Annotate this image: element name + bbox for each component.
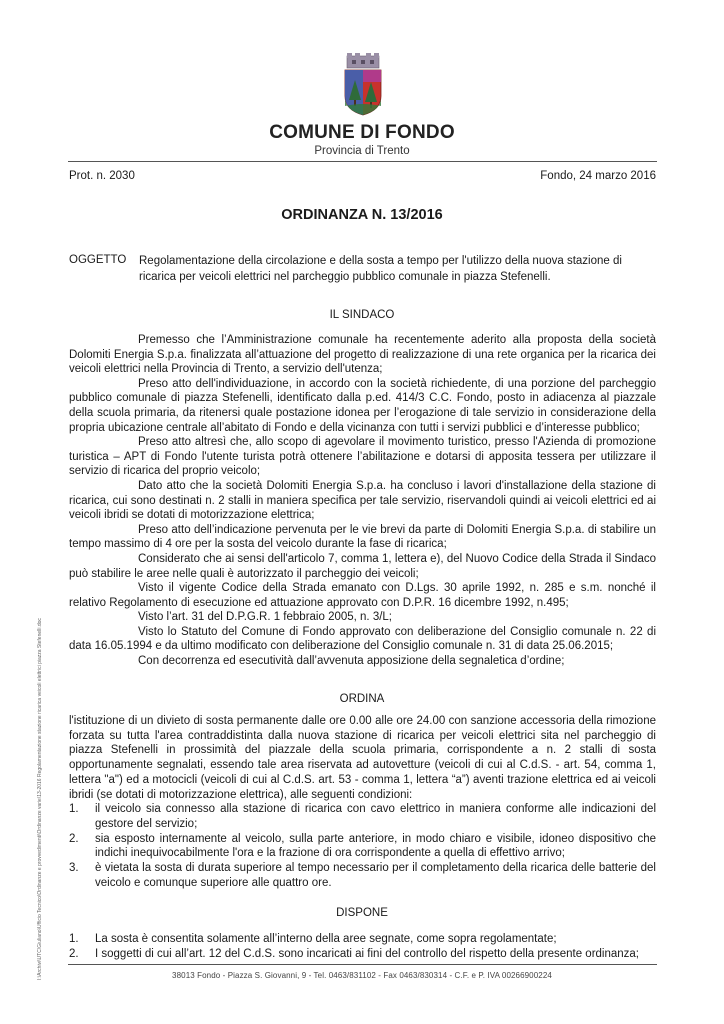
premise-paragraph: Dato atto che la società Dolomiti Energia S.p.a. ha concluso i lavori d'installazione della stazione di ricarica, cui sono destinati n. 2 stalli in maniera specifica per tale servizio, riservandoli quindi ai veicoli elettrici ed ai veicoli ibridi se dotati di motorizzazione elettrica;: [69, 479, 656, 522]
footer-address: 38013 Fondo - Piazza S. Giovanni, 9 - Tel. 0463/831102 - Fax 0463/830314 - C.F. e P. IVA 00266900224: [172, 971, 552, 980]
list-item-number: 3.: [69, 862, 79, 875]
conditions-list: [69, 802, 656, 890]
subject-text: Regolamentazione della circolazione e della sosta a tempo per l'utilizzo della nuova stazione di ricarica per veicoli elettrici nel parcheggio pubblico comunale in piazza Stefenelli.: [139, 255, 622, 283]
list-item-text: La sosta è consentita solamente all’interno della aree segnate, come sopra regolamentate;: [95, 933, 557, 945]
premise-paragraph: Visto l’art. 31 del D.P.G.R. 1 febbraio 2005, n. 3/L;: [138, 611, 393, 624]
list-item-number: 2.: [69, 832, 79, 845]
file-path-margin-note: I:\Archivi\UTC\Giuliano\Ufficio Tecnico\Ordinanze e provvedimenti\Ordinanze varie\13-2016 Regolamentazione stazione ricarica veicoli elettrici piazza Stefenelli.doc: [37, 618, 43, 980]
orders-heading: ORDINA: [339, 693, 385, 705]
list-item: [69, 947, 656, 962]
protocol-number: Prot. n. 2030: [69, 170, 135, 182]
premise-paragraph: Visto lo Statuto del Comune di Fondo approvato con deliberazione del Consiglio comunale n. 22 di data 16.05.1994 e da ultimo modificato con deliberazione del Consiglio comunale n. 31 di data 25.06.2015;: [69, 625, 656, 653]
premise-paragraph: Visto il vigente Codice della Strada emanato con D.Lgs. 30 aprile 1992, n. 285 e s.m. nonché il relativo Regolamento di esecuzione ed attuazione approvato con D.P.R. 16 dicembre 1992, n.495;: [69, 582, 656, 609]
provisions-list: [69, 932, 656, 961]
premise-paragraph: Preso atto dell'individuazione, in accordo con la società richiedente, di una porzione del parcheggio pubblico comunale di piazza Stefenelli, identificato dalla p.ed. 414/3 C.C. Fondo, posto in adiacenza al piazzale della scuola primaria, da ritenersi quale postazione idonea per l’erogazione di tale servizio in considerazione della propria ubicazione centrale all’abitato di Fondo e della vicinanza con tutti i servizi pubblici e d’interesse pubblico;: [69, 377, 656, 434]
document-date: Fondo, 24 marzo 2016: [540, 170, 656, 182]
orders-section: [69, 714, 656, 890]
premise-paragraph: Considerato che ai sensi dell'articolo 7, comma 1, lettera e), del Nuovo Codice della Strada il Sindaco può stabilire le aree nelle quali è autorizzato il parcheggio dei veicoli;: [69, 552, 656, 580]
coat-of-arms-icon: [343, 52, 383, 116]
municipality-title: COMUNE DI FONDO: [269, 122, 455, 143]
list-item: [69, 802, 656, 831]
list-item-number: 1.: [69, 803, 79, 816]
orders-paragraph: l'istituzione di un divieto di sosta permanente dalle ore 0.00 alle ore 24.00 con sanzione accessoria della rimozione forzata su tutta l'area contraddistinta dalla nuova stazione di ricarica per veicoli elettrici sita nel parcheggio di piazza Stefenelli in prossimità del piazzale della scuola primaria, corrispondente a n. 2 stalli di sosta opportunamente segnalati, essendo tale area riservata ad autovetture (veicoli di cui al C.d.S. - art. 54, comma 1, lettera "a") ed a motocicli (veicoli di cui al C.d.S. art. 53 - comma 1, lettera “a”) aventi trazione elettrica ed ai veicoli ibridi (se dotati di motorizzazione elettrica), alle seguenti condizioni:: [69, 715, 656, 801]
list-item-number: 2.: [69, 947, 79, 960]
list-item: [69, 861, 656, 890]
premise-paragraph: Preso atto dell’indicazione pervenuta per le vie brevi da parte di Dolomiti Energia S.p.a. di stabilire un tempo massimo di 4 ore per la sosta del veicolo durante la fase di ricarica;: [69, 523, 656, 551]
list-item-text: I soggetti di cui all’art. 12 del C.d.S. sono incaricati ai fini del controllo del rispetto della presente ordinanza;: [95, 947, 639, 960]
premise-paragraph: Premesso che l’Amministrazione comunale ha recentemente aderito alla proposta della società Dolomiti Energia S.p.a. finalizzata all’attuazione del progetto di realizzazione di una rete organica per la ricarica dei veicoli elettrici nella Provincia di Trento, a servizio dell'utenza;: [69, 334, 656, 376]
footer-divider: [68, 964, 657, 965]
ordinance-title: ORDINANZA N. 13/2016: [281, 207, 443, 223]
header-divider: [68, 161, 657, 162]
province-subtitle: Provincia di Trento: [314, 145, 410, 157]
mayor-heading: IL SINDACO: [329, 309, 395, 321]
premises-section: [69, 333, 656, 669]
provisions-heading: DISPONE: [336, 907, 388, 919]
list-item-text: sia esposto internamente al veicolo, sulla parte anteriore, in modo chiaro e visibile, idoneo dispositivo che indichi inequivocabilmente l'ora e la frazione di ora corrispondente a quella di effettivo arrivo;: [95, 832, 656, 860]
list-item-text: il veicolo sia connesso alla stazione di ricarica con cavo elettrico in maniera conforme alle indicazioni del gestore del servizio;: [95, 803, 656, 830]
premise-paragraph: Con decorrenza ed esecutività dall’avvenuta apposizione della segnaletica d’ordine;: [138, 655, 565, 668]
list-item-number: 1.: [69, 933, 79, 945]
list-item: [69, 832, 656, 861]
provisions-section: [69, 932, 656, 961]
list-item-text: è vietata la sosta di durata superiore al tempo necessario per il completamento della ricarica delle batterie del veicolo e comunque superiore alle quattro ore.: [95, 862, 656, 889]
list-item: [69, 932, 656, 947]
subject-label: OGGETTO: [69, 254, 127, 266]
premise-paragraph: Preso atto altresì che, allo scopo di agevolare il movimento turistico, presso l'Azienda di promozione turistica – APT di Fondo l'utente turista potrà ottenere l’abilitazione e dotarsi di apposita tessera per utilizzare il servizio di ricarica del proprio veicolo;: [69, 436, 656, 478]
